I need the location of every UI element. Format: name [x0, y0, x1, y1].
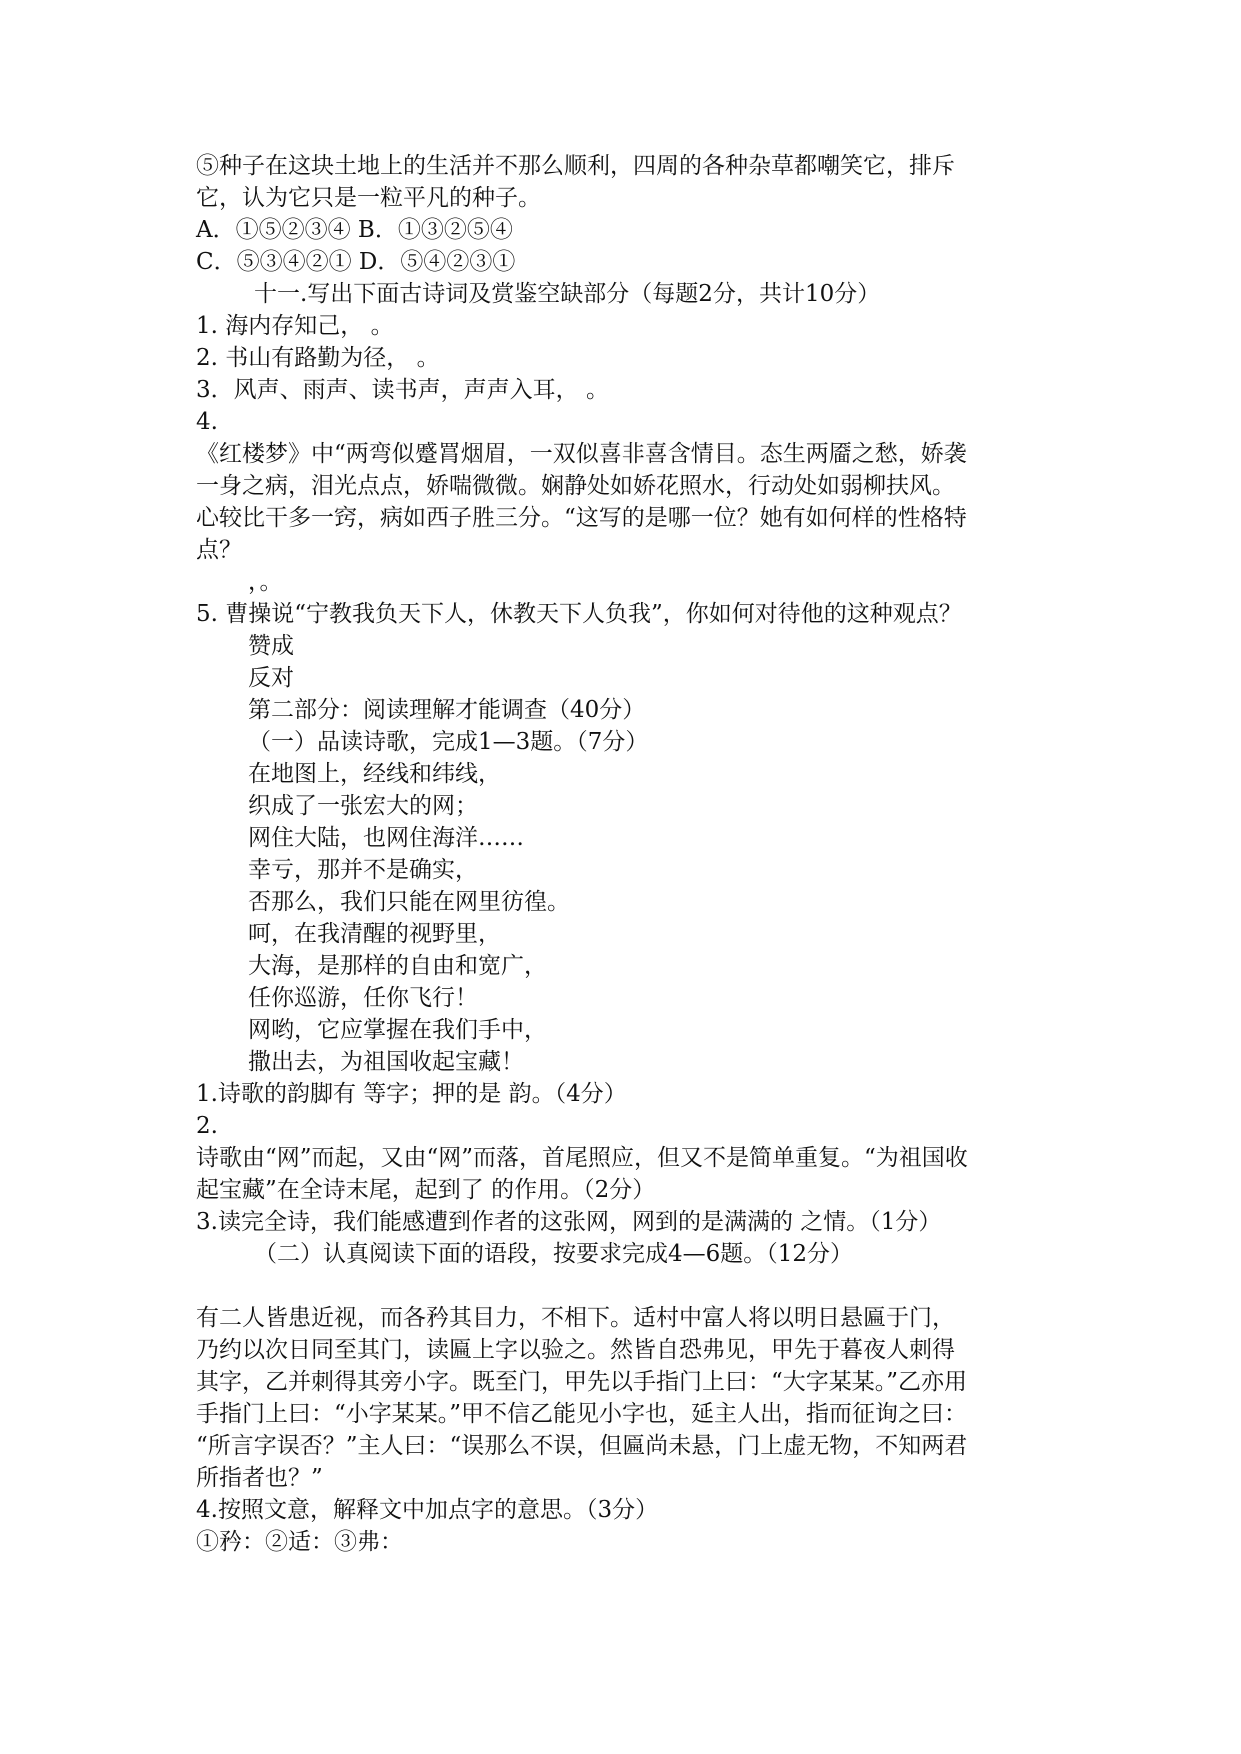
text-line: 《红楼梦》中“两弯似蹙罥烟眉，一双似喜非喜含情目。态生两靥之愁，娇袭	[196, 441, 967, 467]
passage-line: 有二人皆患近视，而各矜其目力，不相下。适村中富人将以明日悬匾于门，	[196, 1305, 955, 1331]
poem-line: 在地图上，经线和纬线，	[248, 761, 501, 787]
question-number: 4.	[196, 409, 218, 435]
poem-line: 大海，是那样的自由和宽广，	[248, 953, 547, 979]
question-line: 5. 曹操说“宁教我负天下人，休教天下人负我”，你如何对待他的这种观点？	[196, 601, 962, 627]
option-line: 赞成	[248, 633, 294, 659]
text-line: 心较比干多一窍，病如西子胜三分。“这写的是哪一位？她有如何样的性格特	[196, 505, 967, 531]
passage-line: 乃约以次日同至其门，读匾上字以验之。然皆自恐弗见，甲先于暮夜人刺得	[196, 1337, 955, 1363]
question-line: 3.读完全诗，我们能感遭到作者的这张网，网到的是满满的 之情。（1分）	[196, 1209, 942, 1235]
option-line: 反对	[248, 665, 294, 691]
question-line: 1.诗歌的韵脚有 等字；押的是 韵。（4分）	[196, 1081, 627, 1107]
subsection-heading: （一）品读诗歌，完成1—3题。（7分）	[248, 729, 649, 755]
question-line: 诗歌由“网”而起，又由“网”而落，首尾照应，但又不是简单重复。“为祖国收	[196, 1145, 968, 1171]
text-line: 一身之病，泪光点点，娇喘微微。娴静处如娇花照水，行动处如弱柳扶风。	[196, 473, 955, 499]
answer-prompts: ①矜：②适：③弗：	[196, 1529, 403, 1555]
question-line: 起宝藏”在全诗末尾，起到了 的作用。（2分）	[196, 1177, 656, 1203]
subsection-heading: （二）认真阅读下面的语段，按要求完成4—6题。（12分）	[254, 1241, 854, 1267]
question-line: 2. 书山有路勤为径， 。	[196, 345, 440, 371]
text-line: ⑤种子在这块土地上的生活并不那么顺利，四周的各种杂草都嘲笑它，排斥	[196, 153, 955, 179]
poem-line: 撒出去，为祖国收起宝藏！	[248, 1049, 524, 1075]
poem-line: 否那么，我们只能在网里彷徨。	[248, 889, 570, 915]
poem-line: 网住大陆，也网住海洋……	[248, 825, 524, 851]
question-line: 1. 海内存知己， 。	[196, 313, 394, 339]
question-line: 4.按照文意，解释文中加点字的意思。（3分）	[196, 1497, 659, 1523]
poem-line: 呵，在我清醒的视野里，	[248, 921, 501, 947]
passage-line: 其字，乙并刺得其旁小字。既至门，甲先以手指门上曰：“大字某某。”乙亦用	[196, 1369, 968, 1395]
text-line: 点？	[196, 537, 242, 563]
text-line: 它，认为它只是一粒平凡的种子。	[196, 185, 541, 211]
question-line: 3．风声、雨声、读书声，声声入耳， 。	[196, 377, 609, 403]
passage-line: 手指门上曰：“小字某某。”甲不信乙能见小字也，延主人出，指而征询之曰：	[196, 1401, 968, 1427]
answer-blank: ，。	[248, 569, 283, 595]
option-line: C．⑤③④②① D．⑤④②③①	[196, 249, 516, 275]
poem-line: 网哟，它应掌握在我们手中，	[248, 1017, 547, 1043]
option-line: A．①⑤②③④ B．①③②⑤④	[196, 217, 513, 243]
poem-line: 织成了一张宏大的网；	[248, 793, 478, 819]
poem-line: 幸亏，那并不是确实，	[248, 857, 478, 883]
poem-line: 任你巡游，任你飞行！	[248, 985, 478, 1011]
question-number: 2.	[196, 1113, 218, 1139]
passage-line: 所指者也？”	[196, 1465, 323, 1491]
section-heading: 第二部分：阅读理解才能调查（40分）	[248, 697, 646, 723]
section-heading: 十一.写出下面古诗词及赏鉴空缺部分（每题2分，共计10分）	[254, 281, 881, 307]
passage-line: “所言字误否？”主人曰：“误那么不误，但匾尚未悬，门上虚无物，不知两君	[196, 1433, 968, 1459]
document-page	[196, 150, 1076, 1558]
blank-line	[196, 1270, 1076, 1302]
